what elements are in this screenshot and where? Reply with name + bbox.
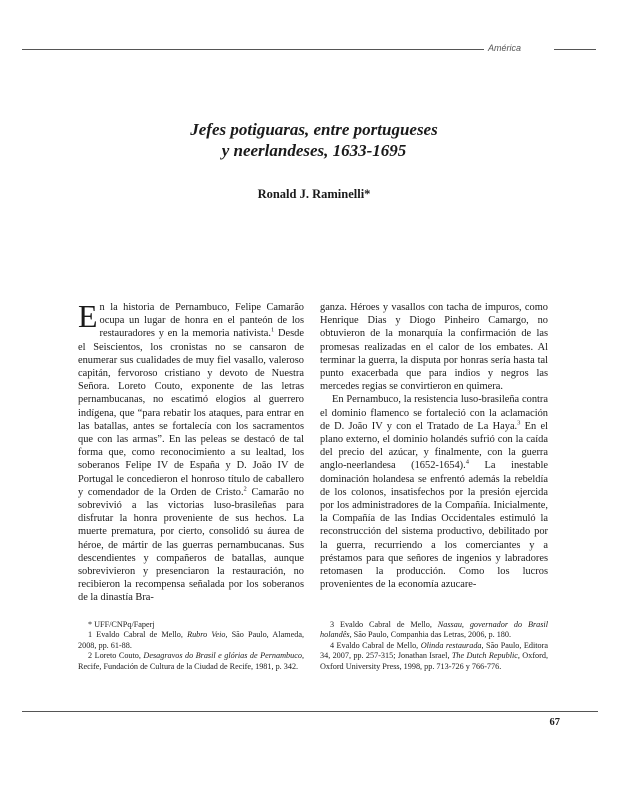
footnote-ref: 4 [465,458,469,466]
footnote-ref: 2 [243,485,247,493]
footnote: 3 Evaldo Cabral de Mello, Nassau, governador do Brasil holandês, São Paulo, Companhia das Letras, 2006, p. 180. [320,620,548,640]
paragraph [78,298,304,605]
text-run: Camarão no sobrevivió a las victorias luso-brasileñas para disfrutar la honra proveniente de sus hechos. La muerte prematura, por cierto, consolidó su áurea de héroe, de mártir de las guerras pernambucanas. Sus descendientes y compañeros de batallas, aunque sobrevivieron y presenciaron la restauración, no recibieron la recompensa señalada por los soberanos de la dinastía Bra- [78,486,304,604]
text-run: Desde el Seiscientos, los cronistas no se cansaron de enumerar sus cualidades de muy fiel vasallo, valeroso capitán, fervoroso cristiano y devoto de Nuestra Señora. Loreto Couto, exponente de las letras pernambucanas, no escatimó elogios al guerrero indígena, que “para rebatir los ataques, para entrar en las batallas, antes se fortalecía con los sacramentos que con las armas”. En las peleas se destacó de tal forma que, como reconocimiento a su lealtad, los soberanos Felipe IV de España y D. João IV de Portugal le concedieron el honroso título de caballero y comendador de la Orden de Cristo. [78,328,304,498]
footnote: * UFF/CNPq/Faperj [88,620,155,629]
text-run: n la historia de Pernambuco, Felipe Camarão ocupa un lugar de honra en el panteón de los restauradores y en la memoria nativista. [99,302,304,340]
footnote: 1 Evaldo Cabral de Mello, Rubro Veio, São Paulo, Alameda, 2008, pp. 61-88. [78,630,304,650]
title-line-2: y neerlandeses, 1633-1695 [221,141,407,160]
footnote-ref: 3 [517,419,521,427]
text-run: La inestable dominación holandesa se enfrentó además la rebeldía de los colonos, insatisfechos por la presión ejercida por los administradores de la Compañía. Inicialmente, la Compañía de las Indias Occidentales estimuló la reconstrucción del sistema productivo, debilitado por la guerra, recurriendo a los comerciantes y a préstamos para que señores de ingenios y labradores retomasen la producción. Como los lucros provenientes de la economía azucare- [320,460,548,591]
text-run: En Pernambuco, la resistencia luso-brasileña contra el dominio flamenco se fortaleció con la aclamación de D. João IV y con el Tratado de La Haya. [320,394,548,432]
footnote: 4 Evaldo Cabral de Mello, Olinda restaurada, São Paulo, Editora 34, 2007, pp. 257-315; Jonathan Israel, The Dutch Republic, Oxford, Oxford University Press, 1998, pp. 713-726 y 766-776. [320,640,549,671]
body-column-left [78,298,304,605]
drop-cap: E [78,298,98,334]
paragraph [320,393,548,591]
footnote: 2 Loreto Couto, Desagravos do Brasil e glórias de Pernambuco, Recife, Fundación de Cultura de la Ciudad de Recife, 1981, p. 342. [78,651,304,671]
header-rule-right [554,49,596,50]
footer-rule [22,711,598,712]
article-author: Ronald J. Raminelli* [257,187,371,201]
body-column-right [320,301,548,591]
title-line-1: Jefes potiguaras, entre portugueses [190,120,438,139]
footnote-ref: 1 [271,326,275,334]
paragraph: ganza. Héroes y vasallos con tacha de impuros, como Henrique Dias y Diogo Pinheiro Camargo, no obtuvieron de la monarquía la confirmación de las promesas realizadas en el calor de los embates. Al terminar la guerra, la disputa por honras sería hasta tal punto exacerbada que para indios y negros las mercedes regias se convirtieron en quimera. [320,302,548,393]
footnotes-right [320,620,548,672]
section-label: América [488,43,522,53]
article-title [0,119,628,161]
text-run: En el plano externo, el dominio holandés sufrió con la caída del precio del azúcar, y finalmente, con la guerra anglo-neerlandesa (1652-1654). [320,420,548,472]
header-rule-left [22,49,484,50]
page-number: 67 [549,717,560,728]
footnotes-left [78,620,304,672]
